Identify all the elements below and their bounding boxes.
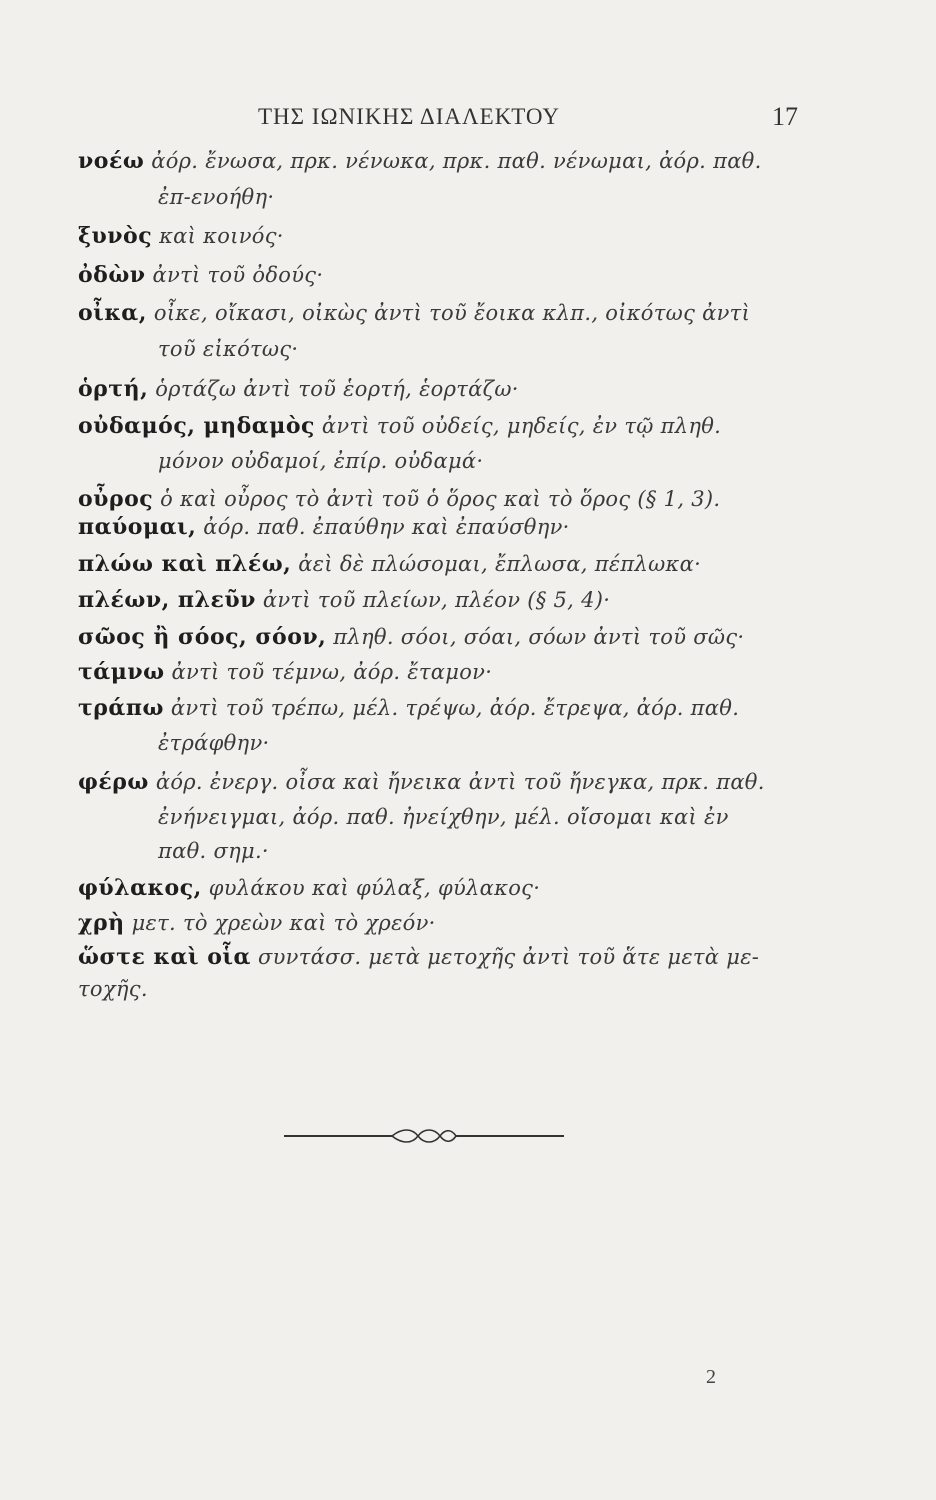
entry-line bbox=[78, 146, 762, 176]
entry-lemma: πλέων, πλεῦν bbox=[78, 587, 256, 613]
entry-line bbox=[78, 411, 721, 441]
entry-line bbox=[78, 374, 519, 404]
entry-lemma: πλώω καὶ πλέω, bbox=[78, 551, 292, 577]
entry-text: πληθ. σόοι, σόαι, σόων ἀντὶ τοῦ σῶς· bbox=[326, 625, 745, 649]
entry-lemma: ὥστε καὶ οἷα bbox=[78, 944, 251, 970]
entry-text: ἀντὶ τοῦ ὀδούς· bbox=[145, 263, 324, 287]
entry-line-continuation bbox=[78, 974, 148, 1004]
entry-line-continuation bbox=[158, 802, 729, 832]
entry-lemma: ὁρτή, bbox=[78, 376, 149, 402]
entry-line-continuation bbox=[158, 334, 298, 364]
entry-line-continuation bbox=[158, 182, 274, 212]
entry-line bbox=[78, 908, 436, 938]
entry-text: ἀόρ. ἐνεργ. οἶσα καὶ ἤνεικα ἀντὶ τοῦ ἤνεγκα, πρκ. παθ. bbox=[148, 770, 765, 794]
entry-lemma: φύλακος, bbox=[78, 875, 202, 901]
entry-lemma: ξυνὸς bbox=[78, 223, 153, 249]
entry-text: ὁρτάζω ἀντὶ τοῦ ἑορτή, ἑορτάζω· bbox=[148, 377, 519, 401]
entry-line bbox=[78, 942, 759, 972]
entry-text: οἶκε, οἴκασι, οἰκὼς ἀντὶ τοῦ ἔοικα κλπ., οἰκότως ἀντὶ bbox=[146, 301, 751, 325]
entry-text: μετ. τὸ χρεὼν καὶ τὸ χρεόν· bbox=[124, 911, 436, 935]
entry-lemma: οὐδαμός, μηδαμὸς bbox=[78, 413, 315, 439]
entry-line bbox=[78, 657, 492, 687]
entry-lemma: χρὴ bbox=[78, 910, 125, 936]
entry-text: ἀόρ. ἔνωσα, πρκ. νένωκα, πρκ. παθ. νένωμαι, ἀόρ. παθ. bbox=[144, 149, 762, 173]
entry-text: ἀόρ. παθ. ἐπαύθην καὶ ἐπαύσθην· bbox=[196, 515, 570, 539]
entry-text: ἀντὶ τοῦ οὐδείς, μηδείς, ἐν τῷ πληθ. bbox=[314, 414, 722, 438]
entry-text: ἀντὶ τοῦ πλείων, πλέον (§ 5, 4)· bbox=[255, 588, 611, 612]
entry-text: ὁ καὶ οὖρος τὸ ἀντὶ τοῦ ὁ ὅρος καὶ τὸ ὅρος (§ 1, 3). bbox=[153, 487, 721, 511]
page-number: 17 bbox=[772, 102, 798, 131]
signature-mark: 2 bbox=[706, 1366, 716, 1388]
entry-line bbox=[78, 512, 570, 542]
entry-text: ἀντὶ τοῦ τρέπω, μέλ. τρέψω, ἀόρ. ἔτρεψα, ἀόρ. παθ. bbox=[163, 696, 740, 720]
entry-line bbox=[78, 484, 720, 514]
entry-lemma: φέρω bbox=[78, 769, 149, 795]
entry-lemma: παύομαι, bbox=[78, 514, 197, 540]
entry-line bbox=[78, 693, 739, 723]
entry-text: μόνον οὐδαμοί, ἐπίρ. οὐδαμά· bbox=[158, 449, 484, 473]
entry-line bbox=[78, 585, 610, 615]
entry-text: τοχῆς. bbox=[78, 977, 148, 1001]
page-header bbox=[0, 100, 936, 140]
entry-line-continuation bbox=[158, 446, 483, 476]
entry-lemma: οἶκα, bbox=[78, 300, 147, 326]
entry-line bbox=[78, 622, 744, 652]
entry-lemma: τράπω bbox=[78, 695, 164, 721]
entry-text: συντάσσ. μετὰ μετοχῆς ἀντὶ τοῦ ἅτε μετὰ με- bbox=[250, 945, 760, 969]
entry-line bbox=[78, 549, 701, 579]
entry-lemma: τάμνω bbox=[78, 659, 165, 685]
entry-text: φυλάκου καὶ φύλαξ, φύλακος· bbox=[201, 876, 541, 900]
running-head: ΤΗΣ ΙΩΝΙΚΗΣ ΔΙΑΛΕΚΤΟΥ bbox=[258, 104, 560, 129]
entry-lemma: σῶος ἢ σόος, σόον, bbox=[78, 624, 327, 650]
entry-line bbox=[78, 260, 323, 290]
entry-text: καὶ κοινός· bbox=[152, 224, 284, 248]
entry-line bbox=[78, 221, 284, 251]
entry-lemma: ὀδὼν bbox=[78, 262, 146, 288]
entry-text: ἐτράφθην· bbox=[158, 731, 270, 755]
entry-text: ἐνήνειγμαι, ἀόρ. παθ. ἠνείχθην, μέλ. οἴσομαι καὶ ἐν bbox=[158, 805, 729, 829]
entry-line bbox=[78, 873, 540, 903]
entry-text: ἀντὶ τοῦ τέμνω, ἀόρ. ἔταμον· bbox=[164, 660, 493, 684]
entry-text: ἐπ-ενοήθη· bbox=[158, 185, 275, 209]
entry-line-continuation bbox=[158, 728, 269, 758]
entry-line-continuation bbox=[158, 836, 269, 866]
entry-text: τοῦ εἰκότως· bbox=[158, 337, 299, 361]
entry-lemma: οὖρος bbox=[78, 486, 154, 512]
entry-text: παθ. σημ.· bbox=[158, 839, 269, 863]
entry-text: ἀεὶ δὲ πλώσομαι, ἔπλωσα, πέπλωκα· bbox=[291, 552, 702, 576]
ornamental-divider bbox=[284, 1126, 564, 1146]
entry-line bbox=[78, 767, 765, 797]
entry-lemma: νοέω bbox=[78, 148, 145, 174]
entry-line bbox=[78, 298, 750, 328]
